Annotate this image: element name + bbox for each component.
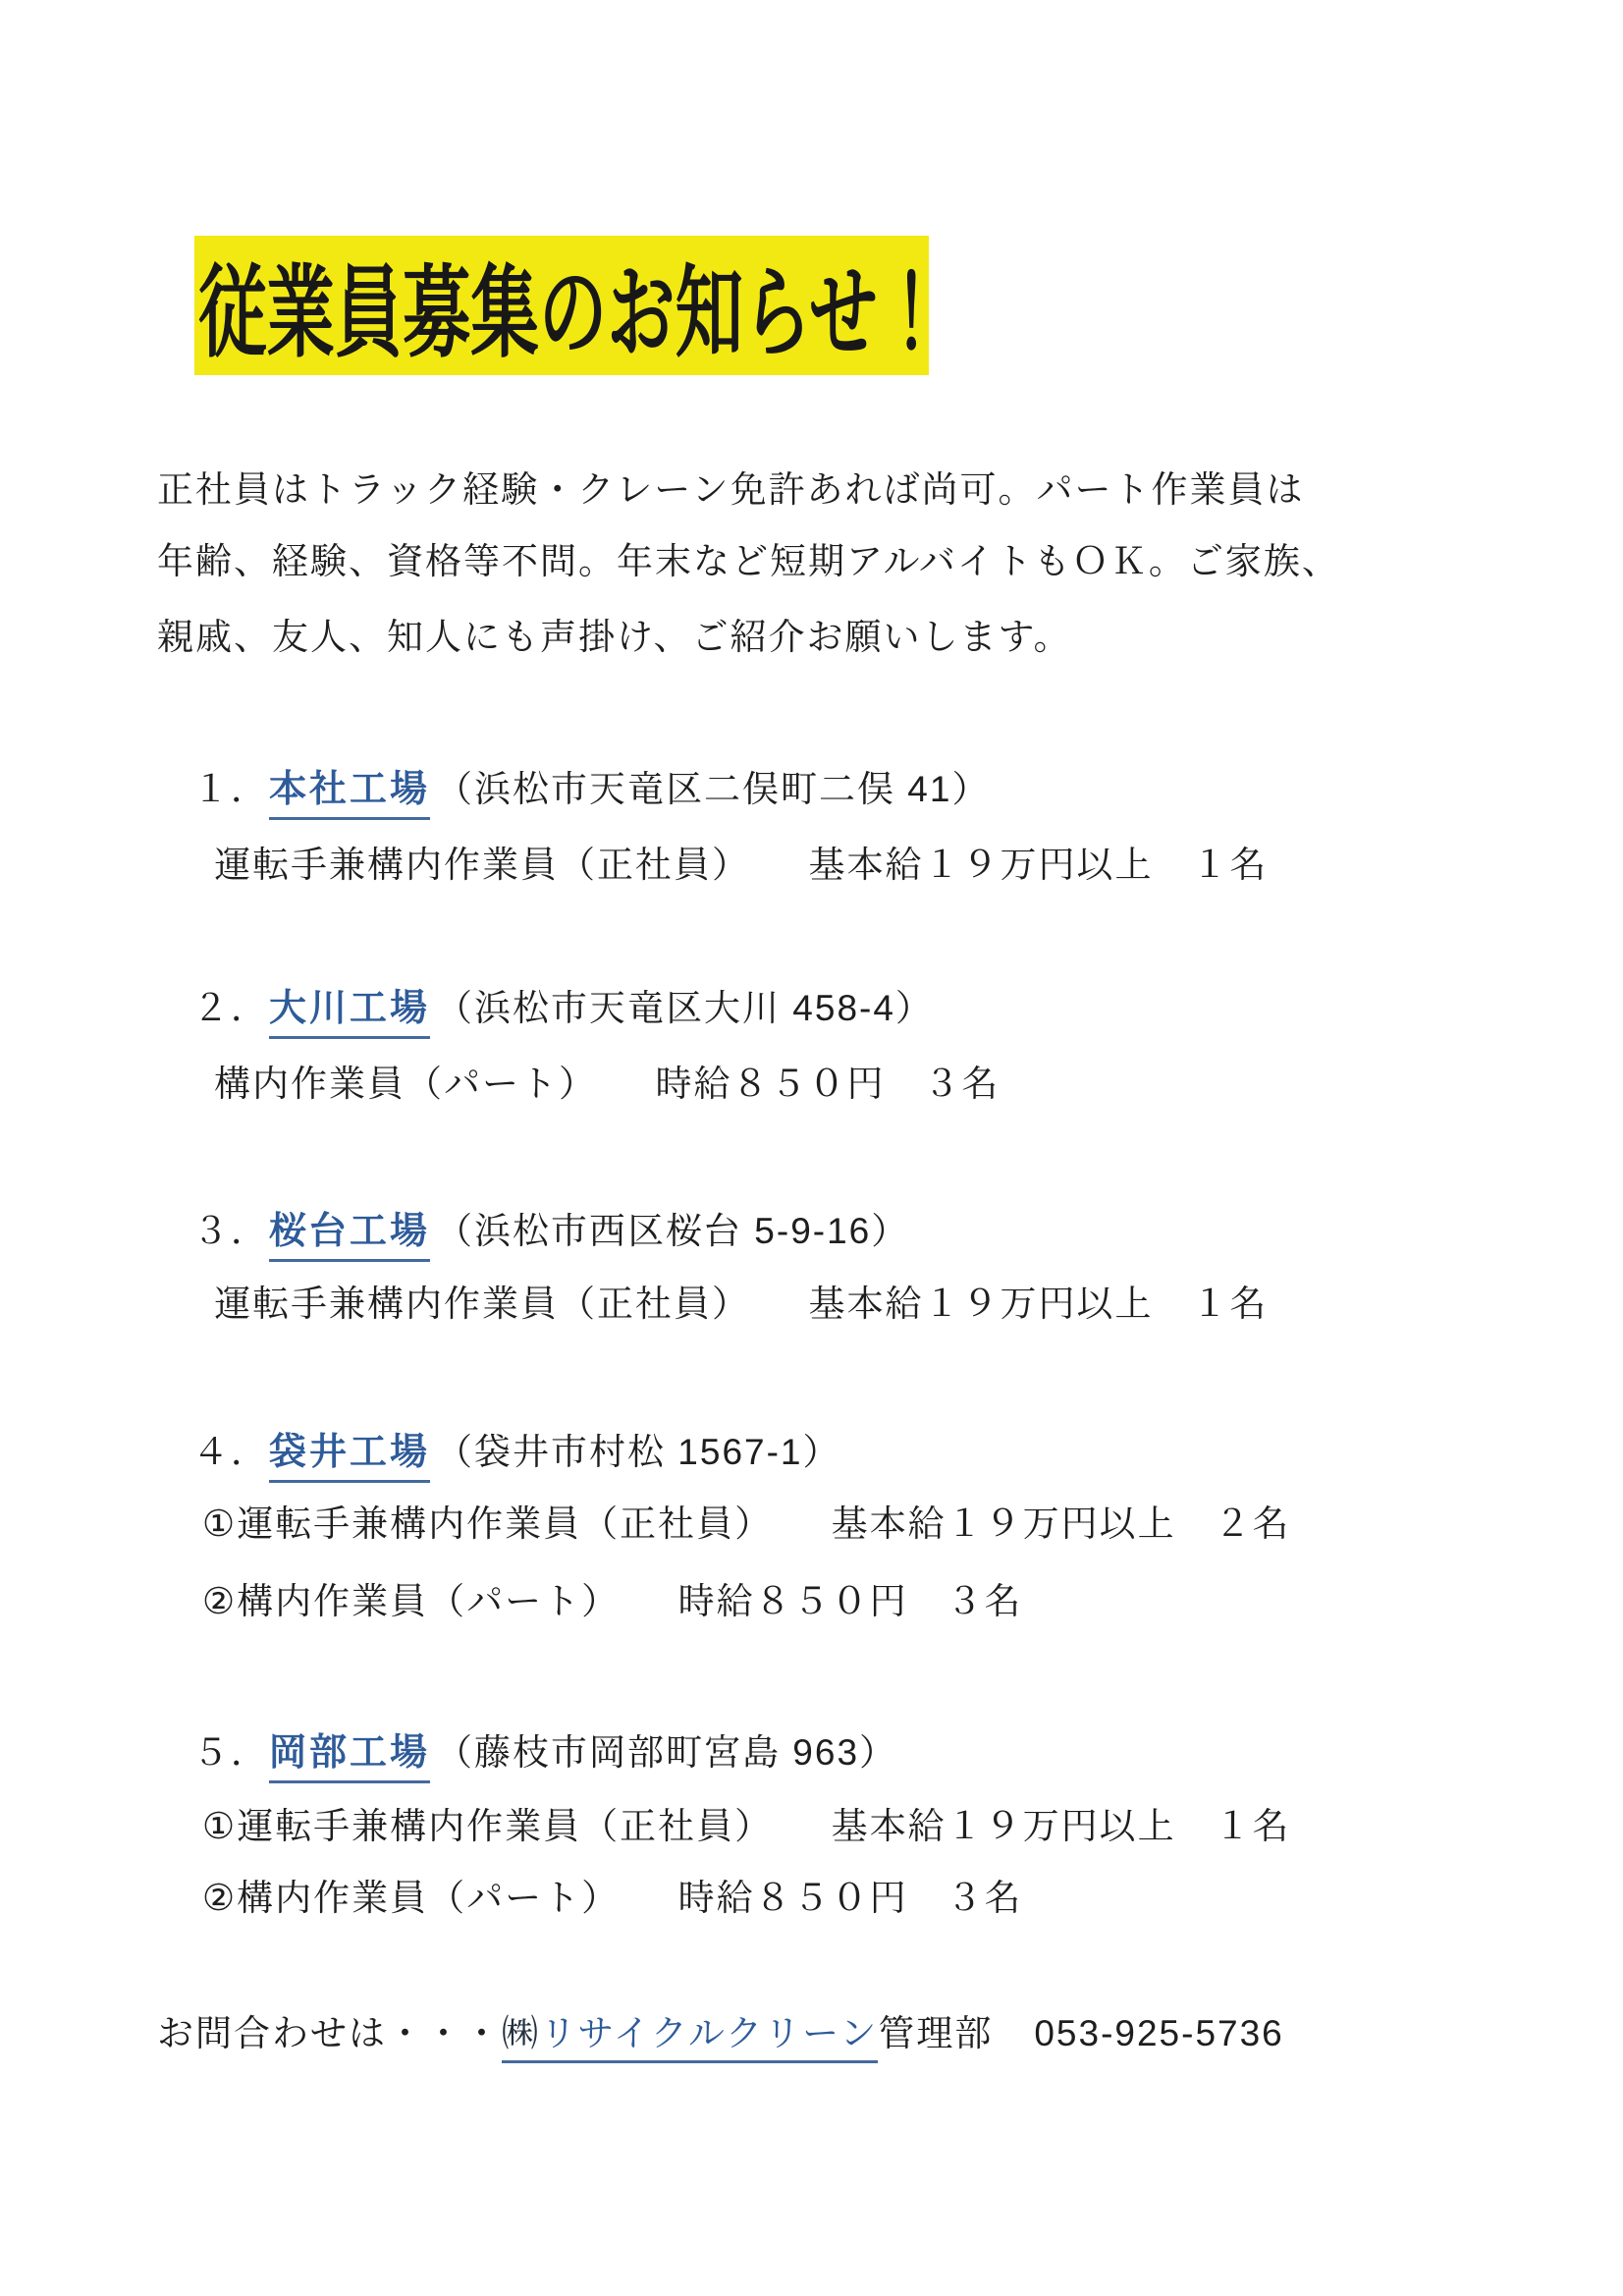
job-line: ①運転手兼構内作業員（正社員） 基本給１９万円以上 １名 <box>202 1806 1291 1846</box>
factory-address: （浜松市西区桜台 5-9-16） <box>436 1211 910 1251</box>
factory-number: １． <box>192 769 269 809</box>
job-line: 運転手兼構内作業員（正社員） 基本給１９万円以上 １名 <box>214 845 1269 885</box>
page-title: 従業員募集のお知らせ！ <box>198 257 946 369</box>
intro-line: 正社員はトラック経験・クレーン免許あれば尚可。パート作業員は <box>157 469 1305 510</box>
contact-department: 管理部 <box>878 2013 994 2053</box>
contact-line <box>157 2011 1284 2063</box>
factory-number: ３． <box>192 1211 269 1251</box>
company-name: リサイクルクリーン <box>540 2013 879 2053</box>
factory-item-fukuroi <box>192 1421 841 1483</box>
factory-number: ４． <box>192 1432 269 1472</box>
factory-number: ２． <box>192 988 269 1028</box>
factory-item-okawa <box>192 977 934 1039</box>
intro-line: 年齢、経験、資格等不問。年末など短期アルバイトもＯＫ。ご家族、 <box>157 541 1340 581</box>
factory-address: （袋井市村松 1567-1） <box>436 1432 841 1472</box>
job-line: ②構内作業員（パート） 時給８５０円 ３名 <box>202 1878 1023 1918</box>
contact-phone: 053-925-5736 <box>1034 2013 1284 2053</box>
factory-name-link[interactable]: 岡部工場 <box>269 1722 430 1783</box>
title-banner <box>194 236 946 375</box>
factory-name-link[interactable]: 桜台工場 <box>269 1200 430 1262</box>
company-link[interactable] <box>502 2011 878 2063</box>
job-line: ②構内作業員（パート） 時給８５０円 ３名 <box>202 1581 1023 1621</box>
factory-item-okabe <box>192 1722 897 1783</box>
factory-name-link[interactable]: 大川工場 <box>269 977 430 1039</box>
factory-address: （藤枝市岡部町宮島 963） <box>436 1732 898 1773</box>
contact-prefix: お問合わせは・・・ <box>157 2013 502 2053</box>
factory-item-sakuradai <box>192 1200 909 1262</box>
factory-address: （浜松市天竜区大川 458-4） <box>436 988 934 1028</box>
job-line: ①運転手兼構内作業員（正社員） 基本給１９万円以上 ２名 <box>202 1503 1291 1544</box>
factory-address: （浜松市天竜区二俣町二俣 41） <box>436 769 991 809</box>
factory-name-link[interactable]: 袋井工場 <box>269 1421 430 1483</box>
company-mark: ㈱ <box>502 2013 540 2053</box>
factory-item-honsha <box>192 758 990 820</box>
factory-name-link[interactable]: 本社工場 <box>269 758 430 820</box>
job-line: 運転手兼構内作業員（正社員） 基本給１９万円以上 １名 <box>214 1284 1269 1324</box>
intro-line: 親戚、友人、知人にも声掛け、ご紹介お願いします。 <box>157 617 1072 657</box>
factory-number: ５． <box>192 1732 269 1773</box>
job-line: 構内作業員（パート） 時給８５０円 ３名 <box>214 1064 1001 1104</box>
